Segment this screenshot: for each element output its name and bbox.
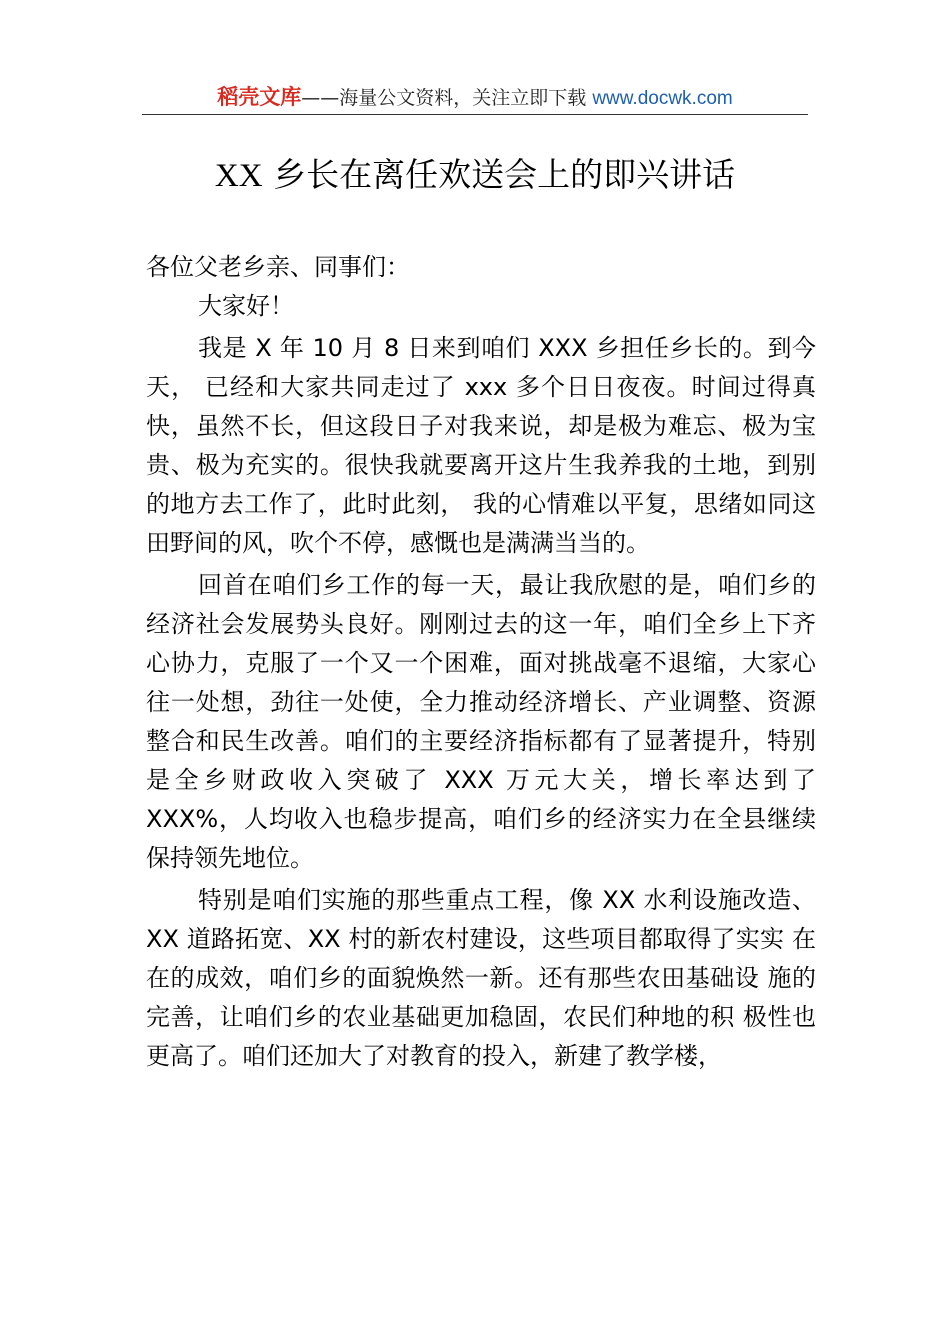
header-divider: [142, 114, 808, 115]
page-header: [142, 84, 808, 114]
document-title: [100, 152, 850, 199]
document-body: [146, 248, 816, 1076]
title-prefix: XX: [214, 158, 263, 194]
header-tagline: ——海量公文资料，关注立即下载: [301, 87, 593, 109]
site-url-link[interactable]: www.docwk.com: [592, 88, 733, 109]
brand-logo-text: 稻壳文库: [217, 85, 302, 109]
paragraph-economy: 回首在咱们乡工作的每一天，最让我欣慰的是，咱们乡的经济社会发展势头良好。刚刚过去的这一年，咱们全乡上下齐心协力，克服了一个又一个困难，面对挑战毫不退缩，大家心往一处想，劲往一处使，全力推动经济增长、产业调整、资源整合和民生改善。咱们的主要经济指标都有了显著提升，特别是全乡财政收入突破了 XXX 万元大关，增长率达到了 XXX%，人均收入也稳步提高，咱们乡的经济实力在全县继续保持领先地位。: [146, 571, 816, 872]
paragraph-greeting: 大家好！: [198, 292, 294, 320]
paragraph-projects: 特别是咱们实施的那些重点工程，像 XX 水利设施改造、 XX 道路拓宽、XX 村的新农村建设，这些项目都取得了实实 在在的成效，咱们乡的面貌焕然一新。还有那些农田基础设 施的完善，让咱们乡的农业基础更加稳固，农民们种地的积 极性也更高了。咱们还加大了对教育的投入，新建了教学楼，: [146, 886, 816, 1070]
salutation: 各位父老乡亲、同事们：: [146, 253, 410, 281]
paragraph-intro: 我是 X 年 10 月 8 日来到咱们 XXX 乡担任乡长的。到今天， 已经和大家共同走过了 xxx 多个日日夜夜。时间过得真快，虽然不长，但这段日子对我来说，却是极为难忘、极为宝贵、极为充实的。很快我就要离开这片生我养我的土地，到别的地方去工作了，此时此刻， 我的心情难以平复，思绪如同这田野间的风，吹个不停，感慨也是满满当当的。: [146, 334, 816, 557]
title-text: 乡长在离任欢送会上的即兴讲话: [262, 155, 736, 194]
